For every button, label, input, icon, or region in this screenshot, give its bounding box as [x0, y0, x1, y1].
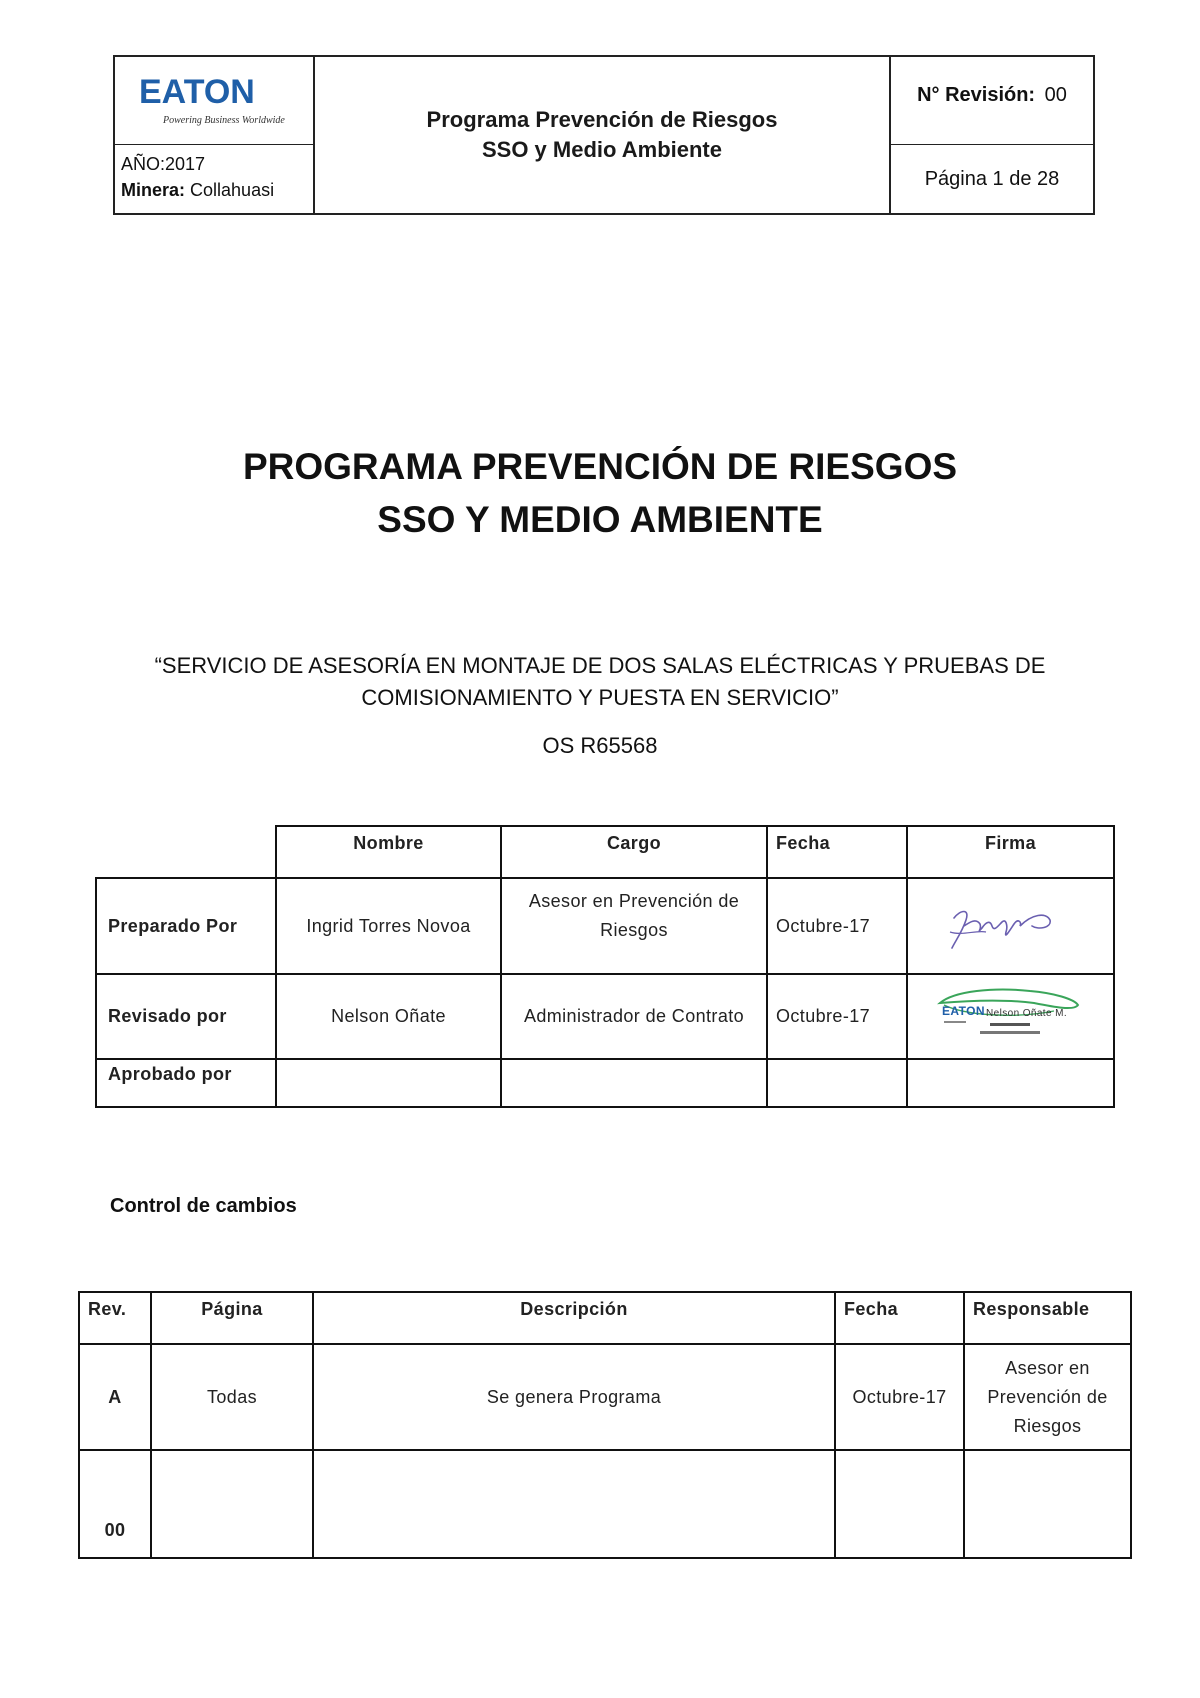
fecha-cell — [767, 1059, 907, 1107]
signature-cell — [907, 974, 1114, 1059]
service-line2: COMISIONAMIENTO Y PUESTA EN SERVICIO” — [361, 685, 839, 710]
col-cargo: Cargo — [501, 826, 767, 878]
header-right — [891, 57, 1093, 213]
responsable-cell: Asesor en Prevención de Riesgos — [964, 1344, 1131, 1450]
table-row — [79, 1450, 1131, 1558]
approval-header-row — [96, 826, 1114, 878]
eaton-logo-icon — [137, 69, 297, 129]
fecha-cell: Octubre-17 — [767, 878, 907, 974]
signature-ingrid — [946, 896, 1056, 956]
mine-line: Minera: Collahuasi — [121, 180, 275, 200]
revision-number: N° Revisión: 00 — [891, 57, 1093, 145]
col-responsable: Responsable — [964, 1292, 1131, 1344]
table-row — [96, 1059, 1114, 1107]
col-descripcion: Descripción — [313, 1292, 835, 1344]
fecha-cell — [835, 1450, 964, 1558]
rev-cell: A — [79, 1344, 151, 1450]
approval-corner — [96, 826, 276, 878]
rev-cell: 00 — [79, 1450, 151, 1558]
changes-title: Control de cambios — [110, 1195, 297, 1217]
descripcion-cell: Se genera Programa — [313, 1344, 835, 1450]
service-line1: “SERVICIO DE ASESORÍA EN MONTAJE DE DOS SALAS ELÉCTRICAS Y PRUEBAS DE — [154, 653, 1046, 678]
changes-table — [78, 1291, 1132, 1559]
header-meta — [115, 145, 313, 213]
table-row — [79, 1344, 1131, 1450]
table-row — [96, 878, 1114, 974]
os-number: OS R65568 — [542, 733, 658, 758]
stamp-name: Nelson Oñate M. — [986, 1007, 1068, 1019]
header-left — [115, 57, 315, 213]
responsable-cell — [964, 1450, 1131, 1558]
table-row — [96, 974, 1114, 1059]
title-line1: PROGRAMA PREVENCIÓN DE RIESGOS — [242, 446, 958, 487]
col-fecha: Fecha — [835, 1292, 964, 1344]
header-title-line1: Programa Prevención de Riesgos — [426, 107, 778, 132]
descripcion-cell — [313, 1450, 835, 1558]
approval-table — [95, 825, 1115, 1108]
name-cell: Ingrid Torres Novoa — [276, 878, 501, 974]
fecha-cell: Octubre-17 — [767, 974, 907, 1059]
row-label: Aprobado por — [96, 1059, 276, 1107]
logo-tagline: Powering Business Worldwide — [163, 115, 285, 126]
fecha-cell: Octubre-17 — [835, 1344, 964, 1450]
cargo-cell — [501, 1059, 767, 1107]
row-label: Revisado por — [96, 974, 276, 1059]
logo-text: EATON — [139, 73, 255, 111]
row-label: Preparado Por — [96, 878, 276, 974]
document-title — [0, 440, 1200, 546]
title-line2: SSO Y MEDIO AMBIENTE — [377, 499, 823, 540]
cargo-cell: Asesor en Prevención de Riesgos — [501, 878, 767, 974]
cargo-cell: Administrador de Contrato — [501, 974, 767, 1059]
pagina-cell: Todas — [151, 1344, 313, 1450]
eaton-logo — [115, 57, 313, 145]
signature-stamp-nelson — [934, 985, 1084, 1049]
name-cell: Nelson Oñate — [276, 974, 501, 1059]
changes-header-row — [79, 1292, 1131, 1344]
page-number: Página 1 de 28 — [924, 167, 1060, 190]
col-firma: Firma — [907, 826, 1114, 878]
signature-cell — [907, 878, 1114, 974]
col-fecha: Fecha — [767, 826, 907, 878]
document-header — [113, 55, 1095, 215]
col-pagina: Página — [151, 1292, 313, 1344]
stamp-logo: EATON — [942, 1003, 985, 1018]
service-description — [110, 650, 1090, 714]
name-cell — [276, 1059, 501, 1107]
header-title-line2: SSO y Medio Ambiente — [481, 137, 722, 162]
year-line: AÑO:2017 — [121, 154, 206, 174]
col-rev: Rev. — [79, 1292, 151, 1344]
pagina-cell — [151, 1450, 313, 1558]
col-nombre: Nombre — [276, 826, 501, 878]
header-title — [315, 57, 891, 213]
signature-cell — [907, 1059, 1114, 1107]
